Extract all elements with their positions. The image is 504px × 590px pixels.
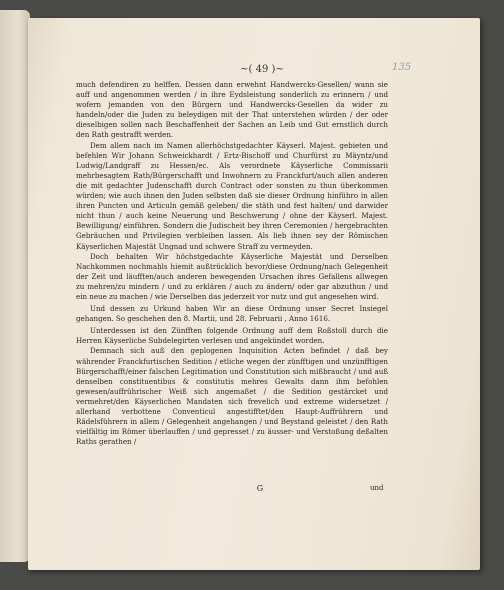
handwritten-annotation: 135: [392, 62, 412, 73]
paragraph: Dem allem nach im Namen allerhöchstgedachter Käyserl. Majest. gebieten und befehlen Wir Johann Schweickhardt / Ertz-Bischoff und Churfürst zu Mäyntz/und Ludwig/Landgraff zu Hessen/ec. Als verordnete Käyserliche Commissarii mehrbesagtem Rath/Bürgerschafft und Inwohnern zu Franckfurt/auch allen anderen die mit gedachter Judenschafft durch Contract oder sonsten zu thun überkommen würden; wie auch ihnen den Juden selbsten daß sie dieser Ordnung hinführo in allen ihren Puncten und Articuln gemäß geleben/ die stäth und fest halten/ und darwider nicht thun / auch keine Neuerung und Beschwerung / ohne der Käyserl. Majest. Bewilligung/ einführen. Sondern die Judischeit bey ihren Ceremonien / hergebrachten Gebräuchen und Privilegien verbleiben lassen. Als lieb ihnen sey der Römischen Käyserlichen Majestät Ungnad und schwere Straff zu vermeyden.: [76, 140, 388, 251]
paragraph: Unterdessen ist den Zünfften folgende Ordnung auff dem Roßstoll durch die Herren Käyserliche Subdelegirten verlesen und angekündet worden.: [76, 326, 388, 346]
signature-mark: G: [256, 484, 264, 493]
paragraph: much defendiren zu helffen. Dessen dann erwehnt Handwercks-Gesellen/ wann sie auff und angenommen werden / in ihre Eydsleistung sonderlich zu erinnern / und wofern jemanden von den Bürgern und Handwercks-Gesellen da wider zu handeln/oder die Juden zu beleydigen mit der That unterstehen würden / der oder dieselbigen sollen nach Beschaffenheit der Sachen an Leib und Gut ernstlich durch den Rath gestrafft werden.: [76, 80, 388, 140]
paragraph: Doch behalten Wir höchstgedachte Käyserliche Majestät und Derselben Nachkommen nochmahls hiemit außtrücklich bevor/diese Ordnung/nach Gelegenheit der Zeit und läufften/auch anderen bewegenden Ursachen ihres Gefallens allwegen zu mehren/zu mindern / und zu erklären / auch zu ändern/ oder gar abzuthun / und ein neue zu machen / wie Derselben das jederzeit vor nutz und gut angesehen wird.: [76, 251, 388, 301]
facing-page-edge: [0, 10, 30, 562]
paragraph: Und dessen zu Urkund haben Wir an diese Ordnung unser Secret Insiegel gehangen. So geschehen den 8. Martii, und 28. Februarii , Anno 1616.: [76, 304, 388, 324]
catchword: und: [370, 484, 384, 492]
page-body: [76, 80, 388, 447]
paragraph: Demnach sich auß den geplogenen Inquisition Acten befindet / daß bey währender Franckfurtischen Sedition / etliche wegen der zünfftigen und unzünfftigen Bürgerschafft/einer falschen Legitimation und Constitution sich mißbraucht / und auß denselben constituentibus & constitutis mehres Gewalts dann ihm befohlen gewesen/auffrührischer Weiß sich angemaßet / die Sedition gestärcket und vermehret/den Käyserlichen Mandaten sich frevelich und extreme widersetzet / allerhand verbottene Conventicul angestifftet/den Haupt-Auffrührern und Rädelsführern in allem / Gelegenheit angehangen / und Beystand geleistet / den Rath vielfältig im Römer überlauffen / und gepresset / zu äusser- und Verstoßung deßalten Raths gerathen /: [76, 346, 388, 447]
page-number: ~( 49 )~: [240, 64, 284, 75]
